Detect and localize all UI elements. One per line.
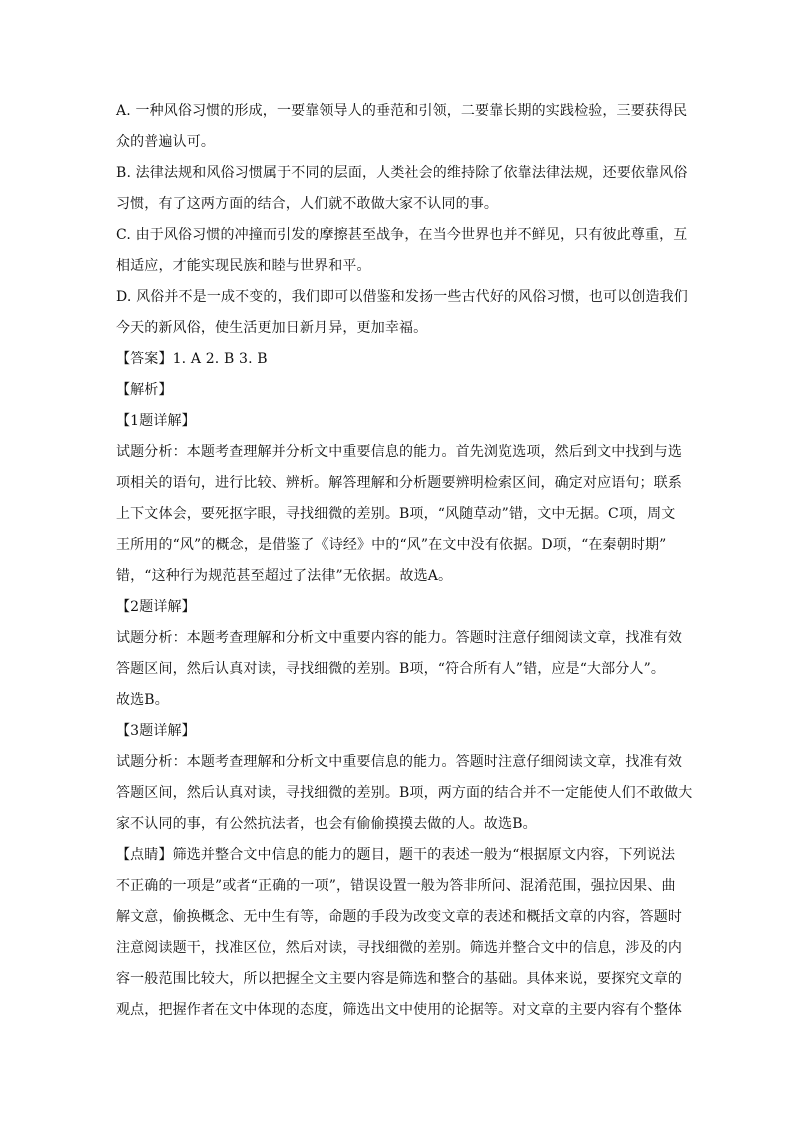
tips-line: 解文意，偷换概念、无中生有等，命题的手段为改变文章的表述和概括文章的内容，答题时 [116, 909, 682, 925]
q2-line: 答题区间，然后认真对读，寻找细微的差别。B项，“符合所有人”错，应是“大部分人”。 [116, 661, 666, 677]
q1-heading: 【1题详解】 [116, 413, 196, 429]
option-b-line-2: 习惯，有了这两方面的结合，人们就不敢做大家不认同的事。 [116, 196, 499, 212]
tips-line: 观点，把握作者在文中体现的态度，筛选出文中使用的论据等。对文章的主要内容有个整体 [116, 1002, 682, 1018]
q3-line: 答题区间，然后认真对读，寻找细微的差别。B项，两方面的结合并不一定能使人们不敢做大 [116, 785, 693, 801]
tips-line: 注意阅读题干，找准区位，然后对读，寻找细微的差别。筛选并整合文中的信息，涉及的内 [116, 940, 682, 956]
option-d-line-1: D. 风俗并不是一成不变的，我们即可以借鉴和发扬一些古代好的风俗习惯，也可以创造我们 [116, 289, 688, 305]
answer-line: 【答案】1. A 2. B 3. B [116, 351, 268, 367]
analysis-heading: 【解析】 [116, 382, 173, 398]
q3-heading: 【3题详解】 [116, 723, 196, 739]
option-b-line-1: B. 法律法规和风俗习惯属于不同的层面，人类社会的维持除了依靠法律法规，还要依靠风俗 [116, 165, 688, 181]
tips-line: 不正确的一项是”或者“正确的一项”，错误设置一般为答非所问、混淆范围，强拉因果、曲 [116, 878, 676, 894]
q1-line: 试题分析：本题考查理解并分析文中重要信息的能力。首先浏览选项，然后到文中找到与选 [116, 444, 682, 460]
q2-line: 试题分析：本题考查理解和分析文中重要内容的能力。答题时注意仔细阅读文章，找准有效 [116, 630, 682, 646]
option-d-line-2: 今天的新风俗，使生活更加日新月异，更加幸福。 [116, 320, 428, 336]
option-a-line-2: 众的普遍认可。 [116, 134, 216, 150]
tips-line: 容一般范围比较大，所以把握全文主要内容是筛选和整合的基础。具体来说，要探究文章的 [116, 971, 682, 987]
q1-line: 王所用的“风”的概念，是借鉴了《诗经》中的“风”在文中没有依据。D项，“在秦朝时期” [116, 537, 667, 553]
option-c-line-2: 相适应，才能实现民族和睦与世界和平。 [116, 258, 371, 274]
q1-line: 错，“这种行为规范甚至超过了法律”无依据。故选A。 [116, 568, 453, 584]
q1-line: 项相关的语句，进行比较、辨析。解答理解和分析题要辨明检索区间，确定对应语句；联系 [116, 475, 682, 491]
q2-heading: 【2题详解】 [116, 599, 196, 615]
q3-line: 家不认同的事，有公然抗法者，也会有偷偷摸摸去做的人。故选B。 [116, 816, 537, 832]
option-a-line-1: A. 一种风俗习惯的形成，一要靠领导人的垂范和引领，二要靠长期的实践检验，三要获得民 [116, 103, 688, 119]
q2-line: 故选B。 [116, 692, 169, 708]
option-c-line-1: C. 由于风俗习惯的冲撞而引发的摩擦甚至战争，在当今世界也并不鲜见，只有彼此尊重，互 [116, 227, 688, 243]
tips-line: 【点睛】筛选并整合文中信息的能力的题目，题干的表述一般为“根据原文内容，下列说法 [116, 847, 676, 863]
q1-line: 上下文体会，要死抠字眼，寻找细微的差别。B项，“风随草动”错，文中无据。C项，周文 [116, 506, 676, 522]
q3-line: 试题分析：本题考查理解和分析文中重要信息的能力。答题时注意仔细阅读文章，找准有效 [116, 754, 682, 770]
document-page [116, 96, 693, 1026]
